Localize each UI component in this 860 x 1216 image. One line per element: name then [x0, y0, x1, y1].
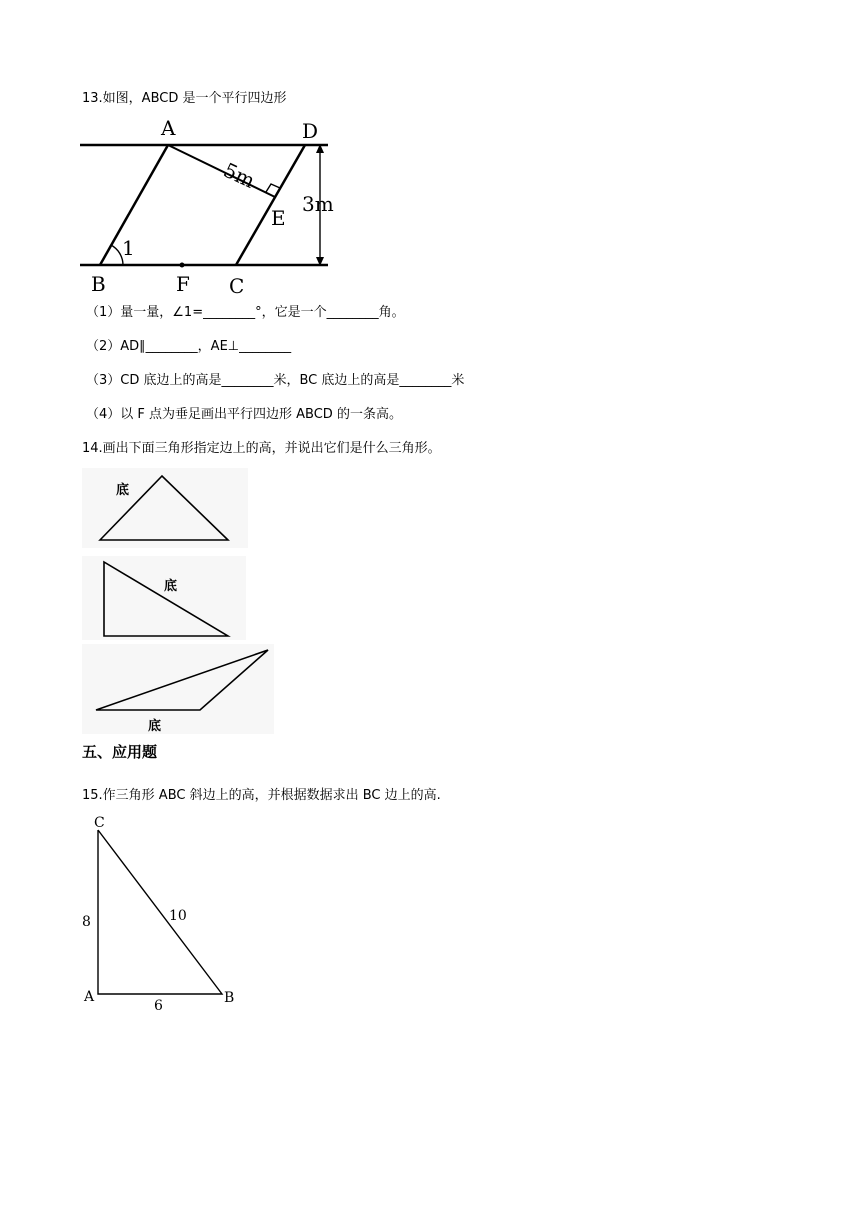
q15-right-triangle	[78, 812, 248, 1016]
q14-triangle-1	[82, 468, 248, 548]
label-height: 3m	[302, 192, 334, 216]
label-b: B	[91, 272, 106, 296]
base-label-3: 底	[148, 719, 162, 734]
label-c: C	[94, 815, 105, 831]
label-a: A	[161, 116, 176, 140]
q13-part-2: （2）AD∥________，AE⊥________	[86, 339, 292, 354]
q13-part-3: （3）CD 底边上的高是________米，BC 底边上的高是________米	[86, 373, 465, 388]
label-a: A	[84, 989, 95, 1005]
base-label-1: 底	[116, 483, 130, 498]
label-ab-length: 6	[154, 998, 163, 1014]
label-c: C	[229, 274, 245, 297]
label-e: E	[271, 206, 286, 230]
q13-parallelogram-figure	[80, 115, 340, 297]
section-5-heading: 五、应用题	[82, 743, 158, 761]
label-b: B	[224, 990, 235, 1006]
triangle-abc	[98, 830, 222, 994]
label-ac-length: 8	[82, 914, 91, 930]
q13-part-1: （1）量一量，∠1=________°，它是一个________角。	[86, 305, 405, 320]
q14-triangle-3	[82, 644, 274, 734]
q14-triangle-2	[82, 556, 246, 640]
label-d: D	[302, 119, 319, 143]
q14-title: 14.画出下面三角形指定边上的高，并说出它们是什么三角形。	[82, 441, 441, 456]
q13-part-4: （4）以 F 点为垂足画出平行四边形 ABCD 的一条高。	[86, 407, 402, 422]
base-label-2: 底	[164, 579, 178, 594]
label-ae-length: 5m	[219, 157, 259, 193]
segment-ae	[168, 145, 275, 197]
label-angle-1: 1	[122, 236, 135, 260]
q13-title: 13.如图，ABCD 是一个平行四边形	[82, 91, 287, 106]
point-f	[180, 263, 185, 268]
side-dc	[236, 145, 305, 265]
label-bc-length: 10	[169, 908, 187, 924]
q15-title: 15.作三角形 ABC 斜边上的高，并根据数据求出 BC 边上的高.	[82, 788, 441, 803]
label-f: F	[176, 272, 190, 296]
